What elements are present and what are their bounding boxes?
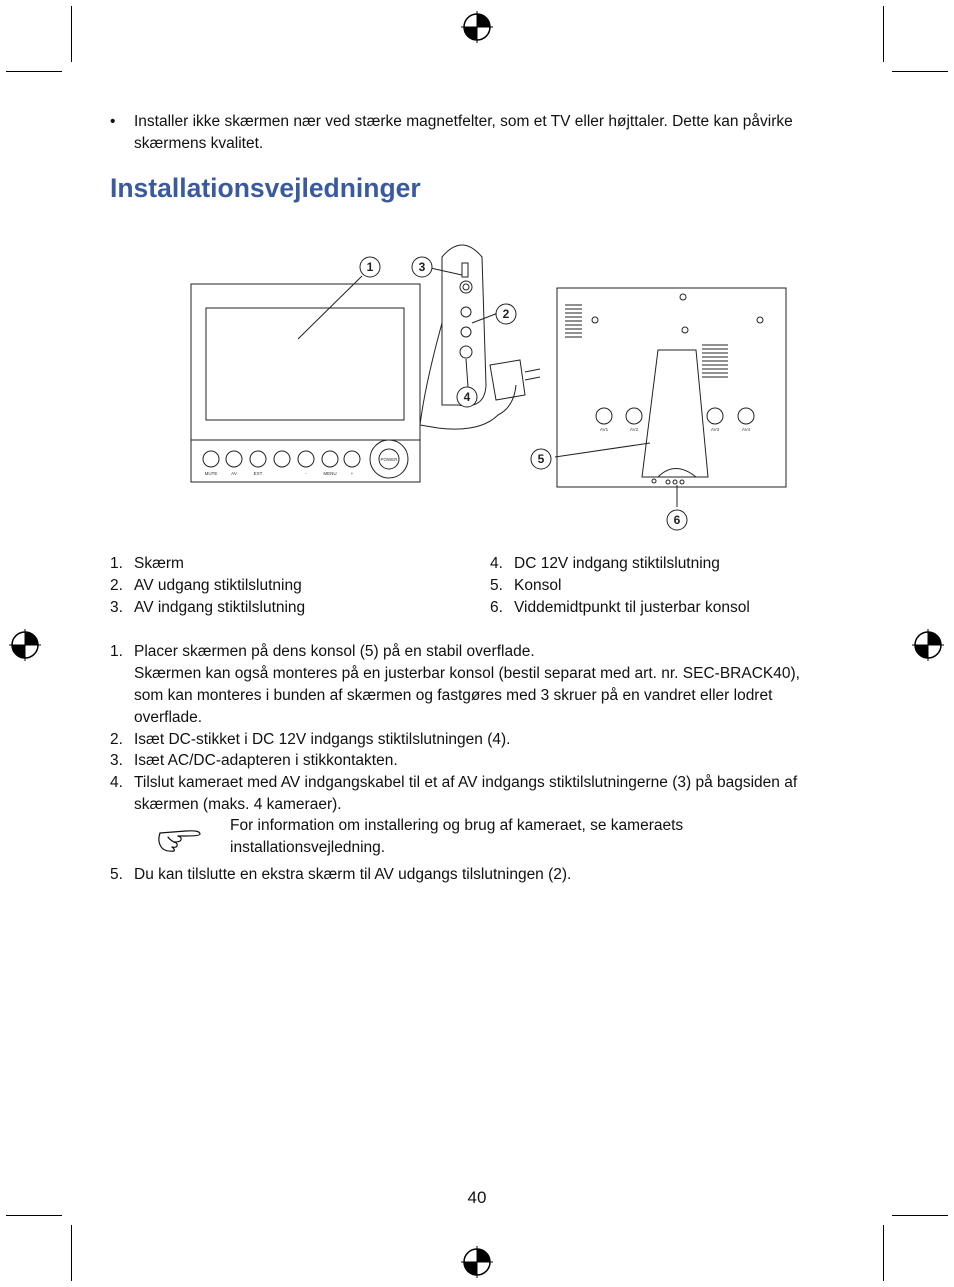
button-label: AV xyxy=(231,471,237,476)
registration-mark-icon xyxy=(460,1245,494,1279)
front-button xyxy=(274,451,290,467)
crop-mark xyxy=(883,6,884,62)
button-label: MENU xyxy=(323,471,337,476)
page-number: 40 xyxy=(467,1188,487,1207)
parts-number: 6. xyxy=(490,599,503,616)
port-label: AV3 xyxy=(710,427,720,432)
parts-item: Skærm xyxy=(134,555,184,572)
button-label: MUTE xyxy=(204,471,218,476)
monitor-front xyxy=(191,284,420,482)
back-port xyxy=(738,408,754,424)
step-number: 4. xyxy=(110,774,123,791)
step-line: skærmen (maks. 4 kameraer). xyxy=(134,796,342,813)
callout-number: 1 xyxy=(366,260,374,274)
button-label: EXT xyxy=(253,471,263,476)
section-heading: Installationsvejledninger xyxy=(110,173,421,203)
bullet-line: Installer ikke skærmen nær ved stærke magnetfelter, som et TV eller højttaler. Dette kan påvirke xyxy=(134,113,793,130)
callout-number: 2 xyxy=(502,307,510,321)
monitor-screen xyxy=(206,308,404,420)
crop-mark xyxy=(892,1215,948,1216)
nav-center-label: POWER xyxy=(380,457,398,462)
crop-mark xyxy=(71,6,72,62)
parts-number: 1. xyxy=(110,555,123,572)
bullet-symbol: • xyxy=(110,113,116,130)
port-label: AV2 xyxy=(629,427,639,432)
parts-number: 2. xyxy=(110,577,123,594)
parts-item: Konsol xyxy=(514,577,562,594)
port-label: AV1 xyxy=(599,427,609,432)
front-button xyxy=(203,451,219,467)
step-line: Placer skærmen på dens konsol (5) på en stabil overflade. xyxy=(134,643,535,660)
callout-number: 4 xyxy=(463,390,471,404)
front-button xyxy=(298,451,314,467)
crop-mark xyxy=(6,71,62,72)
step-number: 3. xyxy=(110,752,123,769)
button-label: - xyxy=(305,471,307,476)
parts-number: 5. xyxy=(490,577,503,594)
registration-mark-icon xyxy=(460,10,494,44)
callout-number: 3 xyxy=(418,260,426,274)
step-line: overflade. xyxy=(134,709,203,726)
stand xyxy=(642,350,708,477)
step-number: 2. xyxy=(110,731,123,748)
registration-mark-icon xyxy=(911,628,945,662)
crop-mark xyxy=(71,1225,72,1281)
button-label: + xyxy=(350,471,354,476)
vent-left xyxy=(565,305,582,337)
callout-number: 5 xyxy=(537,452,545,466)
note-line: For information om installering og brug af kameraet, se kameraets xyxy=(230,817,684,834)
pointing-hand-icon xyxy=(156,826,202,854)
vent-right xyxy=(702,345,728,377)
monitor-back xyxy=(557,288,786,487)
back-port xyxy=(707,408,723,424)
registration-mark-icon xyxy=(8,628,42,662)
front-button xyxy=(322,451,338,467)
step-line: Skærmen kan også monteres på en justerbar konsol (bestil separat med art. nr. SEC-BRACK40), xyxy=(134,665,800,682)
callout-number: 6 xyxy=(673,513,681,527)
front-button xyxy=(250,451,266,467)
step-line: som kan monteres i bunden af skærmen og fastgøres med 3 skruer på en vandret eller lodret xyxy=(134,687,773,704)
parts-item: Viddemidtpunkt til justerbar konsol xyxy=(514,599,750,616)
front-button xyxy=(226,451,242,467)
step-line: Tilslut kameraet med AV indgangskabel til et af AV indgangs stiktilslutningerne (3) på bagsiden af xyxy=(134,774,798,791)
step-line: Du kan tilslutte en ekstra skærm til AV udgangs tilslutningen (2). xyxy=(134,866,572,883)
note-line: installationsvejledning. xyxy=(230,839,386,856)
step-number: 5. xyxy=(110,866,123,883)
back-port xyxy=(596,408,612,424)
bullet-line: skærmens kvalitet. xyxy=(134,135,264,152)
front-button xyxy=(344,451,360,467)
parts-number: 3. xyxy=(110,599,123,616)
port-label: AV4 xyxy=(741,427,751,432)
back-port xyxy=(626,408,642,424)
crop-mark xyxy=(6,1215,62,1216)
parts-item: AV udgang stiktilslutning xyxy=(134,577,302,594)
installation-diagram xyxy=(180,235,800,535)
crop-mark xyxy=(892,71,948,72)
crop-mark xyxy=(883,1225,884,1281)
step-number: 1. xyxy=(110,643,123,660)
parts-item: AV indgang stiktilslutning xyxy=(134,599,306,616)
step-line: Isæt DC-stikket i DC 12V indgangs stiktilslutningen (4). xyxy=(134,731,511,748)
parts-item: DC 12V indgang stiktilslutning xyxy=(514,555,720,572)
step-line: Isæt AC/DC-adapteren i stikkontakten. xyxy=(134,752,398,769)
parts-number: 4. xyxy=(490,555,503,572)
